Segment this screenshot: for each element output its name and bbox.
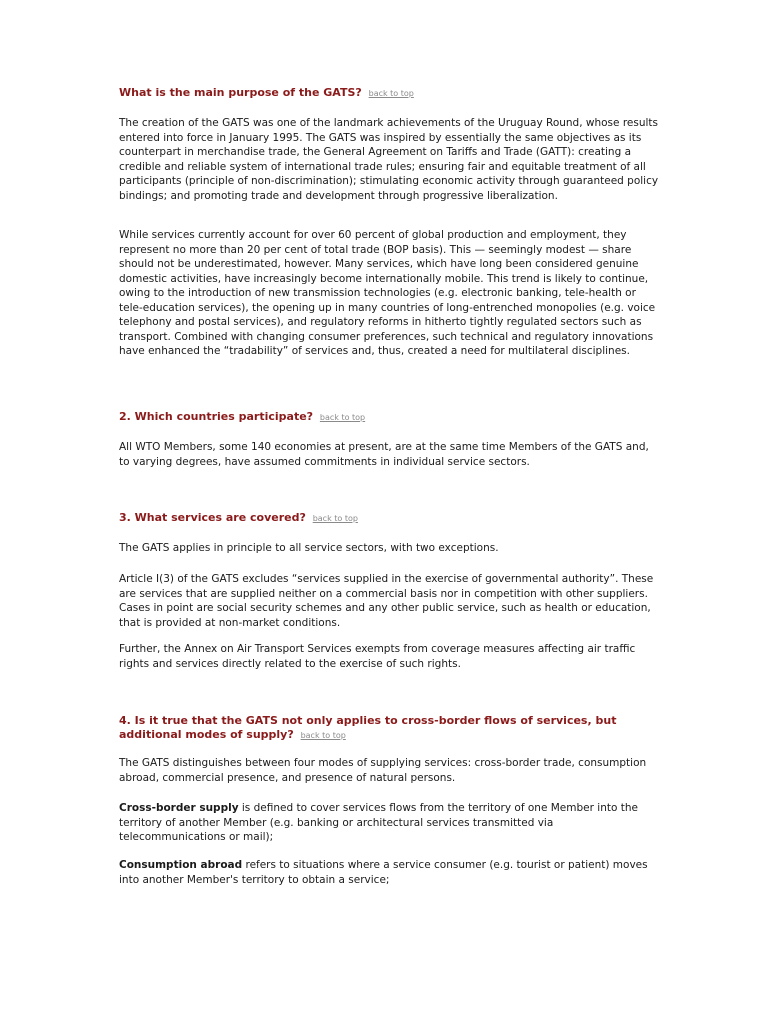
definition-text: refers to situations where a service consumer (e.g. tourist or patient) moves into another Member's territory to obtain a service; (119, 859, 648, 886)
paragraph-services-1: The GATS applies in principle to all service sectors, with two exceptions. (119, 542, 499, 554)
back-to-top-link[interactable]: back to top (300, 731, 346, 740)
definition-text: is defined to cover services flows from the territory of one Member into the territory of another Member (e.g. banking or architectural services transmitted via telecommunications or mail); (119, 802, 638, 843)
paragraph-modes-1: The GATS distinguishes between four modes of supplying services: cross-border trade, consumption abroad, commercial presence, and presence of natural persons. (119, 757, 647, 784)
paragraph-services-3: Further, the Annex on Air Transport Services exempts from coverage measures affecting air traffic rights and services directly related to the exercise of such rights. (119, 643, 636, 670)
term-cross-border-supply: Cross-border supply (119, 802, 239, 814)
back-to-top-link[interactable]: back to top (319, 413, 366, 422)
definition-cross-border-supply (119, 801, 659, 845)
definition-consumption-abroad (119, 858, 659, 887)
section-heading-services: 3. What services are covered? back to top (119, 511, 358, 524)
section-heading-purpose: What is the main purpose of the GATS? back to top (119, 86, 414, 99)
paragraph-countries-1: All WTO Members, some 140 economies at present, are at the same time Members of the GATS and, to varying degrees, have assumed commitments in individual service sectors. (119, 441, 649, 468)
back-to-top-link[interactable]: back to top (312, 514, 358, 523)
term-consumption-abroad: Consumption abroad (119, 859, 243, 871)
paragraph-services-2: Article I(3) of the GATS excludes “services supplied in the exercise of governmental authority”. These are services that are supplied neither on a commercial basis nor in competition with other suppliers. Cases in point are social security schemes and any other public service, such as health or education, that is provided at non-market conditions. (119, 573, 654, 629)
section-heading-countries: 2. Which countries participate? back to top (119, 410, 366, 423)
section-heading-modes: 4. Is it true that the GATS not only applies to cross-border flows of services, but additional modes of supply? back to top (119, 714, 617, 741)
back-to-top-link[interactable]: back to top (368, 89, 414, 98)
paragraph-purpose-1: The creation of the GATS was one of the landmark achievements of the Uruguay Round, whose results entered into force in January 1995. The GATS was inspired by essentially the same objectives as its counterpart in merchandise trade, the General Agreement on Tariffs and Trade (GATT): creating a credible and reliable system of international trade rules; ensuring fair and equitable treatment of all participants (principle of non-discrimination); stimulating economic activity through guaranteed policy bindings; and promoting trade and development through progressive liberalization. (119, 117, 659, 202)
paragraph-purpose-2: While services currently account for over 60 percent of global production and employment, they represent no more than 20 per cent of total trade (BOP basis). This — seemingly modest — share should not be underestimated, however. Many services, which have long been considered genuine domestic activities, have increasingly become internationally mobile. This trend is likely to continue, owing to the introduction of new transmission technologies (e.g. electronic banking, tele-health or tele-education services), the opening up in many countries of long-entrenched monopolies (e.g. voice telephony and postal services), and regulatory reforms in hitherto tightly regulated sectors such as transport. Combined with changing consumer preferences, such technical and regulatory innovations have enhanced the “tradability” of services and, thus, created a need for multilateral disciplines. (119, 229, 656, 357)
